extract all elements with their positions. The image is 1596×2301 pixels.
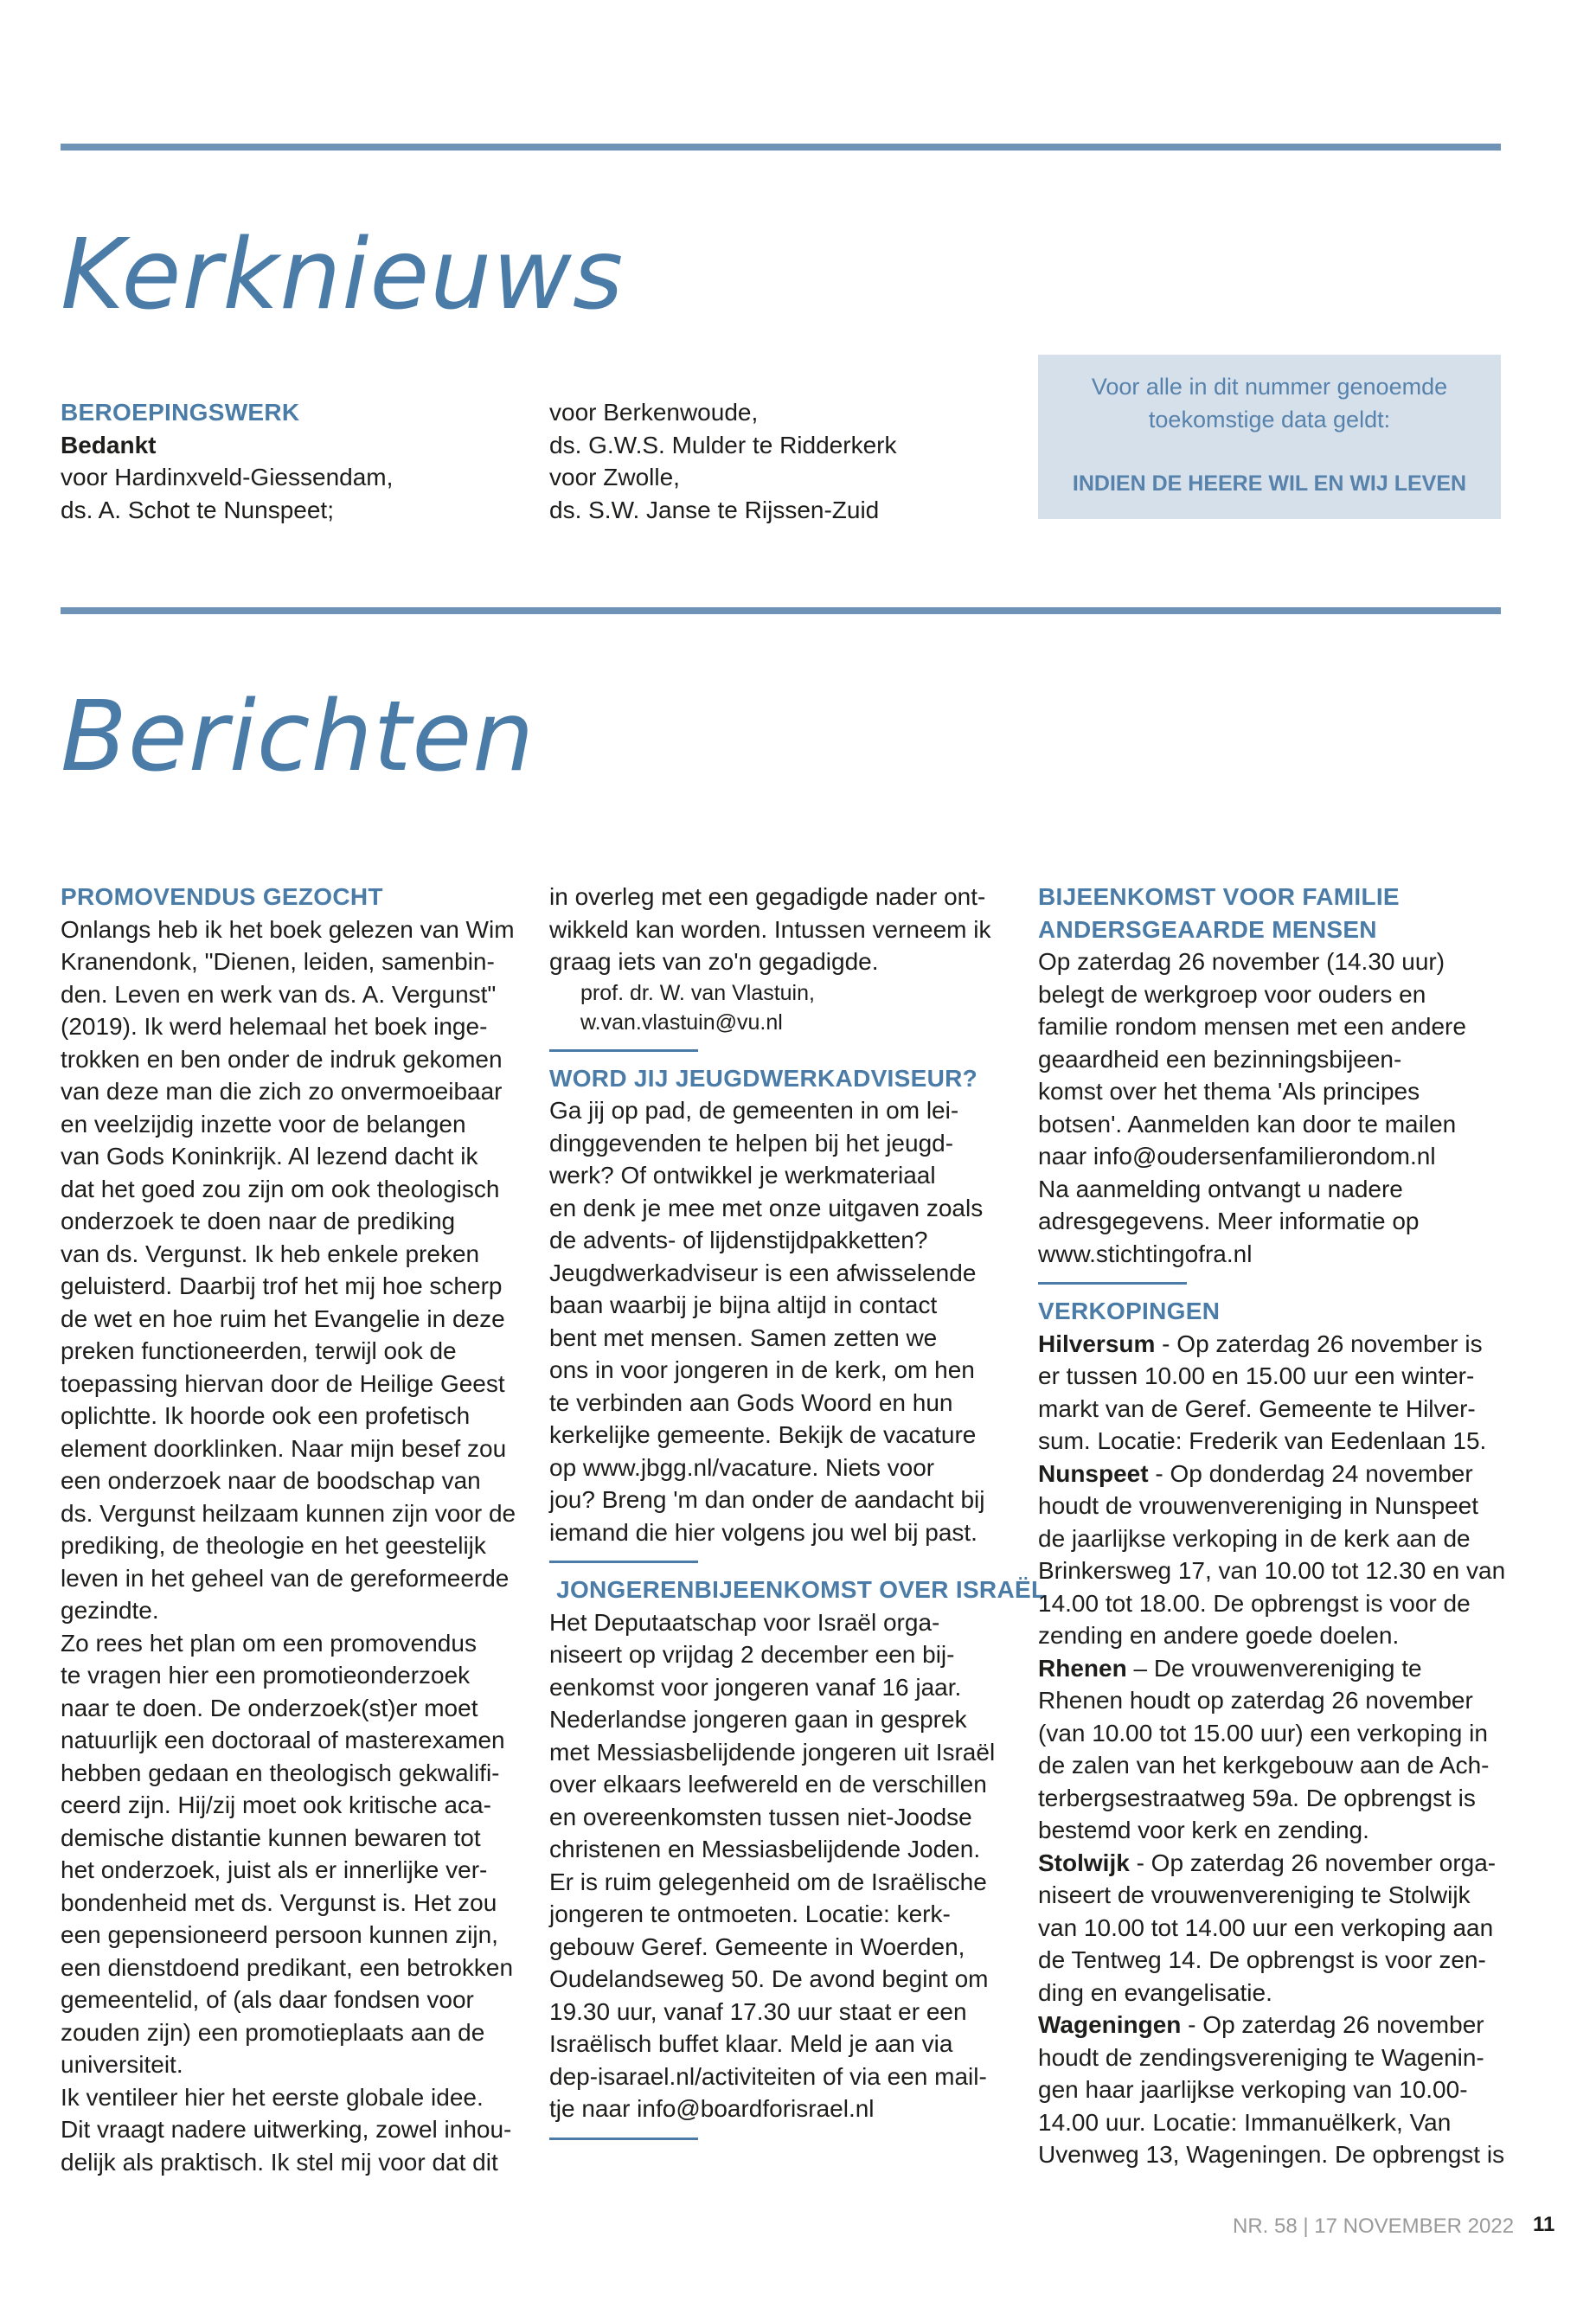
body-line: gemeentelid, of (als daar fondsen voor (61, 1986, 474, 2013)
beroepingswerk-subheading: Bedankt (61, 431, 157, 458)
body-line: houdt de vrouwenvereniging in Nunspeet (1038, 1492, 1479, 1519)
body-line: van ds. Vergunst. Ik heb enkele preken (61, 1240, 480, 1267)
body-line: adresgegevens. Meer informatie op (1038, 1208, 1420, 1234)
body-line: element doorklinken. Naar mijn besef zou (61, 1434, 507, 1462)
body-line: universiteit. (61, 2051, 183, 2078)
body-line: Israëlisch buffet klaar. Meld je aan via (549, 2030, 953, 2057)
body-line: met Messiasbelijdende jongeren uit Israël (549, 1738, 996, 1766)
section-title-kerknieuws: Kerknieuws (61, 219, 625, 331)
section-title-berichten: Berichten (61, 681, 535, 793)
body-line: wikkeld kan worden. Intussen verneem ik (549, 915, 991, 943)
body-line: botsen'. Aanmelden kan door te mailen (1038, 1110, 1457, 1138)
body-line: markt van de Geref. Gemeente te Hilver- (1038, 1394, 1476, 1422)
body-line: eenkomst voor jongeren vanaf 16 jaar. (549, 1673, 962, 1701)
body-line: Oudelandseweg 50. De avond begint om (549, 1965, 989, 1992)
body-line: bestemd voor kerk en zending. (1038, 1817, 1369, 1843)
top-rule (61, 144, 1501, 151)
body-line: naar info@oudersenfamilierondom.nl (1038, 1143, 1436, 1170)
body-line: en veelzijdig inzette voor de belangen (61, 1110, 466, 1138)
signature-name: prof. dr. W. van Vlastuin, (580, 980, 815, 1005)
body-line: Er is ruim gelegenheid om de Israëlische (549, 1868, 987, 1895)
body-line: www.stichtingofra.nl (1038, 1240, 1253, 1267)
body-line: Dit vraagt nadere uitwerking, zowel inhou- (61, 2116, 512, 2143)
promovendus-heading: PROMOVENDUS GEZOCHT (61, 883, 383, 910)
beroepingswerk-line: ds. A. Schot te Nunspeet; (61, 496, 334, 523)
body-line: zending en andere goede doelen. (1038, 1622, 1400, 1649)
body-line: Ik ventileer hier het eerste globale idee. (61, 2083, 484, 2111)
body-line: van deze man die zich zo onvermoeibaar (61, 1078, 503, 1105)
body-line: (2019). Ik werd helemaal het boek inge- (61, 1013, 488, 1040)
separator (549, 1049, 698, 1052)
beroepingswerk-line: ds. G.W.S. Mulder te Ridderkerk (549, 431, 897, 458)
verkoping-text: - Op donderdag 24 november (1148, 1459, 1473, 1487)
body-line: graag iets van zo'n gegadigde. (549, 948, 879, 975)
body-line: oplichtte. Ik hoorde ook een profetisch (61, 1402, 471, 1429)
body-line: in overleg met een gegadigde nader ont- (549, 883, 986, 910)
berichten-column-2 (549, 881, 1047, 2150)
body-line: Jeugdwerkadviseur is een afwisselende (549, 1259, 977, 1286)
promovendus-body (61, 913, 532, 2179)
jeugdwerk-heading: WORD JIJ JEUGDWERKADVISEUR? (549, 1064, 978, 1092)
body-line: gebouw Geref. Gemeente in Woerden, (549, 1932, 965, 1960)
body-line: 14.00 tot 18.00. De opbrengst is voor de (1038, 1589, 1471, 1617)
body-line: sum. Locatie: Frederik van Eedenlaan 15. (1038, 1427, 1487, 1454)
body-line: jou? Breng 'm dan onder de aandacht bij (549, 1486, 985, 1513)
notice-box (1038, 355, 1501, 519)
beroepingswerk-heading: BEROEPINGSWERK (61, 399, 300, 426)
body-line: Ga jij op pad, de gemeenten in om lei- (549, 1097, 959, 1124)
page-number: 11 (1533, 2213, 1555, 2236)
body-line: Het Deputaatschap voor Israël orga- (549, 1608, 940, 1636)
body-line: van 10.00 tot 14.00 uur een verkoping aan (1038, 1913, 1494, 1941)
body-line: de jaarlijkse verkoping in de kerk aan de (1038, 1524, 1471, 1552)
body-line: de zalen van het kerkgebouw aan de Ach- (1038, 1752, 1490, 1779)
familie-heading: ANDERSGEAARDE MENSEN (1038, 915, 1377, 943)
body-line: van Gods Koninkrijk. Al lezend dacht ik (61, 1143, 478, 1170)
body-line: 14.00 uur. Locatie: Immanuëlkerk, Van (1038, 2108, 1452, 2136)
beroepingswerk-line: voor Hardinxveld-Giessendam, (61, 464, 394, 490)
body-line: iemand die hier volgens jou wel bij past. (549, 1518, 977, 1546)
body-line: bondenheid met ds. Vergunst is. Het zou (61, 1888, 497, 1916)
body-line: Op zaterdag 26 november (14.30 uur) (1038, 948, 1445, 975)
verkoping-entry-first-line (1038, 1652, 1509, 1685)
body-line: den. Leven en werk van ds. A. Vergunst" (61, 980, 497, 1008)
beroepingswerk-line: ds. S.W. Janse te Rijssen-Zuid (549, 496, 880, 523)
body-line: geluisterd. Daarbij trof het mij hoe scherp (61, 1272, 503, 1299)
body-line: kerkelijke gemeente. Bekijk de vacature (549, 1421, 977, 1448)
body-line: Nederlandse jongeren gaan in gesprek (549, 1706, 967, 1733)
body-line: belegt de werkgroep voor ouders en (1038, 980, 1426, 1008)
beroepingswerk-column-1 (61, 396, 528, 526)
verkopingen-heading: VERKOPINGEN (1038, 1298, 1221, 1324)
body-line: te vragen hier een promotieonderzoek (61, 1662, 471, 1689)
body-line: (van 10.00 tot 15.00 uur) een verkoping in (1038, 1719, 1488, 1747)
notice-line: Voor alle in dit nummer genoemde (1091, 374, 1448, 400)
israel-body (549, 1606, 1021, 2125)
body-line: Brinkersweg 17, van 10.00 tot 12.30 en van (1038, 1557, 1506, 1584)
body-line: werk? Of ontwikkel je werkmateriaal (549, 1162, 936, 1189)
body-line: niseert op vrijdag 2 december een bij- (549, 1641, 955, 1668)
body-line: te verbinden aan Gods Woord en hun (549, 1388, 953, 1416)
body-line: trokken en ben onder de indruk gekomen (61, 1045, 503, 1073)
body-line: natuurlijk een doctoraal of masterexamen (61, 1727, 505, 1753)
verkoping-text: - Op zaterdag 26 november (1181, 2011, 1484, 2038)
body-line: de advents- of lijdenstijdpakketten? (549, 1227, 928, 1253)
body-line: Kranendonk, "Dienen, leiden, samenbin- (61, 948, 495, 975)
body-line: gen haar jaarlijkse verkoping van 10.00- (1038, 2076, 1468, 2103)
body-line: houdt de zendingsvereniging te Wagenin- (1038, 2043, 1484, 2071)
berichten-column-3 (1038, 881, 1509, 2171)
verkoping-entry-first-line (1038, 1458, 1509, 1490)
body-line: en overeenkomsten tussen niet-Joodse (549, 1803, 972, 1830)
verkoping-text: – De vrouwenvereniging te (1126, 1654, 1422, 1682)
body-line: jongeren te ontmoeten. Locatie: kerk- (549, 1900, 951, 1927)
verkoping-text: - Op zaterdag 26 november orga- (1129, 1849, 1497, 1876)
verkoping-place: Nunspeet (1038, 1459, 1149, 1487)
body-line: ding en evangelisatie. (1038, 1978, 1272, 2006)
verkoping-entry-first-line (1038, 1328, 1509, 1361)
verkoping-place: Hilversum (1038, 1330, 1156, 1357)
separator (549, 1561, 698, 1563)
body-line: terbergsestraatweg 59a. De opbrengst is (1038, 1784, 1476, 1811)
body-line: 19.30 uur, vanaf 17.30 uur staat er een (549, 1997, 967, 2025)
notice-line: toekomstige data geldt: (1148, 407, 1391, 433)
body-line: komst over het thema 'Als principes (1038, 1078, 1420, 1105)
body-line: zouden zijn) een promotieplaats aan de (61, 2018, 485, 2046)
body-line: ons in voor jongeren in de kerk, om hen (549, 1356, 975, 1383)
body-line: het onderzoek, juist als er innerlijke ver- (61, 1856, 488, 1883)
familie-body (1038, 945, 1509, 1270)
separator (1038, 1282, 1187, 1285)
body-line: Onlangs heb ik het boek gelezen van Wim (61, 915, 515, 943)
body-line: er tussen 10.00 en 15.00 uur een winter- (1038, 1362, 1475, 1389)
signature-email: w.van.vlastuin@vu.nl (580, 1009, 783, 1035)
middle-rule (61, 607, 1501, 614)
verkoping-text: - Op zaterdag 26 november is (1155, 1330, 1483, 1357)
verkopingen-body (1038, 1328, 1509, 2171)
body-line: ceerd zijn. Hij/zij moet ook kritische aca- (61, 1791, 491, 1818)
jeugdwerk-body (549, 1094, 1021, 1548)
body-line: hebben gedaan en theologisch gekwalifi- (61, 1759, 500, 1786)
body-line: dep-isarael.nl/activiteiten of via een mail- (549, 2062, 987, 2090)
body-line: Rhenen houdt op zaterdag 26 november (1038, 1687, 1473, 1714)
body-line: een dienstdoend predikant, een betrokken (61, 1953, 514, 1981)
promovendus-body-continued (549, 881, 1021, 978)
footer-issue: NR. 58 | 17 NOVEMBER 2022 (1233, 2214, 1515, 2238)
body-line: op www.jbgg.nl/vacature. Niets voor (549, 1453, 935, 1481)
verkoping-place: Wageningen (1038, 2011, 1182, 2038)
verkoping-place: Stolwijk (1038, 1849, 1130, 1876)
body-line: een gepensioneerd persoon kunnen zijn, (61, 1921, 498, 1948)
body-line: dat het goed zou zijn om ook theologisch (61, 1175, 500, 1202)
body-line: de Tentweg 14. De opbrengst is voor zen- (1038, 1946, 1486, 1973)
body-line: Zo rees het plan om een promovendus (61, 1629, 477, 1657)
beroepingswerk-line: voor Berkenwoude, (549, 399, 759, 426)
body-line: een onderzoek naar de boodschap van (61, 1467, 481, 1494)
body-line: christenen en Messiasbelijdende Joden. (549, 1836, 981, 1862)
verkoping-place: Rhenen (1038, 1654, 1127, 1682)
body-line: tje naar info@boardforisrael.nl (549, 2095, 875, 2122)
body-line: leven in het geheel van de gereformeerde (61, 1564, 510, 1592)
israel-heading: JONGERENBIJEENKOMST OVER ISRAËL (549, 1576, 1047, 1603)
body-line: delijk als praktisch. Ik stel mij voor dat dit (61, 2148, 498, 2176)
body-line: baan waarbij je bijna altijd in contact (549, 1292, 938, 1318)
body-line: demische distantie kunnen bewaren tot (61, 1823, 481, 1851)
body-line: preken functioneerden, terwijl ook de (61, 1337, 457, 1364)
verkoping-entry-first-line (1038, 2009, 1509, 2041)
notice-emphasis: INDIEN DE HEERE WIL EN WIJ LEVEN (1072, 471, 1467, 496)
body-line: Uvenweg 13, Wageningen. De opbrengst is (1038, 2141, 1505, 2168)
familie-heading: BIJEENKOMST VOOR FAMILIE (1038, 883, 1400, 910)
body-line: niseert de vrouwenvereniging te Stolwijk (1038, 1881, 1471, 1908)
body-line: toepassing hiervan door de Heilige Geest (61, 1369, 505, 1397)
body-line: geaardheid een bezinningsbijeen- (1038, 1045, 1402, 1073)
body-line: dinggevenden te helpen bij het jeugd- (549, 1129, 954, 1157)
body-line: prediking, de theologie en het geestelijk (61, 1532, 486, 1559)
body-line: familie rondom mensen met een andere (1038, 1013, 1466, 1040)
beroepingswerk-column-2 (549, 396, 1016, 526)
body-line: Na aanmelding ontvangt u nadere (1038, 1175, 1403, 1202)
body-line: gezindte. (61, 1597, 159, 1624)
separator (549, 2138, 698, 2140)
verkoping-entry-first-line (1038, 1847, 1509, 1880)
body-line: naar te doen. De onderzoek(st)er moet (61, 1694, 478, 1721)
beroepingswerk-line: voor Zwolle, (549, 464, 680, 490)
body-line: onderzoek te doen naar de prediking (61, 1208, 456, 1234)
berichten-column-1 (61, 881, 532, 2178)
body-line: de wet en hoe ruim het Evangelie in deze (61, 1304, 505, 1332)
body-line: ds. Vergunst heilzaam kunnen zijn voor de (61, 1499, 516, 1527)
body-line: bent met mensen. Samen zetten we (549, 1324, 938, 1351)
body-line: en denk je mee met onze uitgaven zoals (549, 1194, 984, 1221)
body-line: over elkaars leefwereld en de verschillen (549, 1771, 987, 1798)
